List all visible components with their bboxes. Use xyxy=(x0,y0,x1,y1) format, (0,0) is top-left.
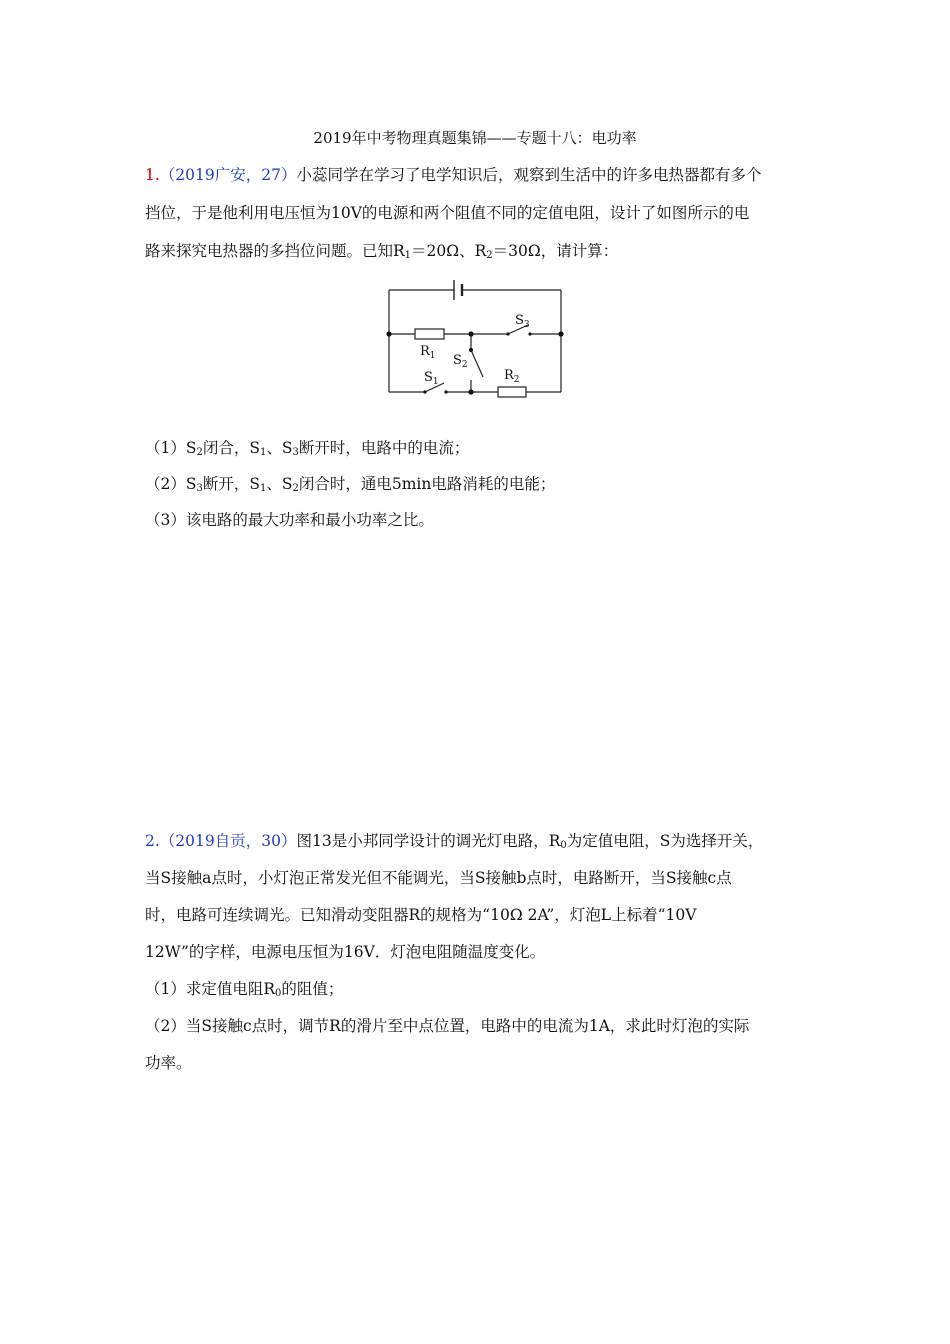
q1p1-a: （1）S xyxy=(145,439,197,457)
label-s1: $S_1$ xyxy=(424,370,439,387)
q1p1-c: 、S xyxy=(266,439,293,457)
q2p1-a: （1）求定值电阻R xyxy=(145,980,276,998)
q2-line-2: 当S接触a点时，小灯泡正常发光但不能调光，当S接触b点时，电路断开，当S接触c点 xyxy=(145,869,732,887)
contact-s1-a xyxy=(423,390,426,393)
q2-number: 2. xyxy=(145,832,160,850)
contact-s3-b xyxy=(528,332,531,335)
circuit-diagram xyxy=(380,280,570,405)
q1-text: 小蕊同学在学习了电学知识后，观察到生活中的许多电热器都有多个 xyxy=(296,166,762,184)
q1-part-1 xyxy=(145,436,815,458)
q2-part-2-cont: 功率。 xyxy=(145,1054,192,1072)
label-s2: $S_2$ xyxy=(453,353,468,370)
page-title: 2019年中考物理真题集锦——专题十八：电功率 xyxy=(313,129,637,147)
q2-line-4: 12W”的字样，电源电压恒为16V．灯泡电阻随温度变化。 xyxy=(145,943,546,961)
node-left-mid xyxy=(386,331,391,336)
label-r2: $R_2$ xyxy=(504,368,520,385)
q1-line3-a: 路来探究电热器的多挡位问题。已知R xyxy=(145,242,405,260)
resistor-r2 xyxy=(498,387,526,397)
q1p2-c: 、S xyxy=(266,475,293,493)
q1-sub-2: 2 xyxy=(486,250,493,261)
q1p1-sub2: 1 xyxy=(259,447,267,458)
q2-part-2: （2）当S接触c点时，调节R的滑片至中点位置，电路中的电流为1A，求此时灯泡的实际 xyxy=(145,1017,750,1035)
q2p1-b: 的阻值； xyxy=(281,980,344,998)
q2-line1-sub: 0 xyxy=(560,840,567,851)
q2p1-sub: 0 xyxy=(275,988,282,999)
q1-line-3 xyxy=(145,239,815,261)
q2-line-3: 时，电路可连续调光。已知滑动变阻器R的规格为“10Ω 2A”，灯泡L上标着“10V xyxy=(145,906,697,924)
contact-s1-b xyxy=(444,390,447,393)
contact-s3-a xyxy=(506,332,509,335)
q1-part-2 xyxy=(145,472,815,494)
node-right-mid xyxy=(558,331,563,336)
q1p2-a: （2）S xyxy=(145,475,197,493)
q1p1-sub3: 3 xyxy=(292,447,299,458)
node-center-mid xyxy=(468,331,473,336)
q1p2-sub2: 1 xyxy=(259,483,267,494)
q1-sub-1: 1 xyxy=(404,250,412,261)
q2-line1-b: 为定值电阻，S为选择开关， xyxy=(566,832,764,850)
q1-line3-b: ＝20Ω、R xyxy=(411,242,487,260)
q2-part-1 xyxy=(145,977,815,999)
node-center-bottom xyxy=(468,389,473,394)
q1p2-b: 断开，S xyxy=(202,475,260,493)
resistor-r1 xyxy=(415,329,444,339)
q1-line3-c: ＝30Ω，请计算： xyxy=(492,242,619,260)
q1p1-d: 断开时，电路中的电流； xyxy=(298,439,470,457)
q1p1-b: 闭合，S xyxy=(202,439,260,457)
q2-source: （2019自贡，30） xyxy=(159,832,297,850)
q1-line-1 xyxy=(145,163,815,185)
q1-line-2: 挡位，于是他利用电压恒为10V的电源和两个阻值不同的定值电阻，设计了如图所示的电 xyxy=(145,204,750,222)
q1-source: （2019广安，27） xyxy=(159,166,297,184)
q1-part-3: （3）该电路的最大功率和最小功率之比。 xyxy=(145,511,434,529)
label-s3: $S_3$ xyxy=(515,313,530,330)
q1p2-sub1: 3 xyxy=(196,483,203,494)
q1p2-sub3: 2 xyxy=(292,483,299,494)
q1p2-d: 闭合时，通电5min电路消耗的电能； xyxy=(298,475,556,493)
q2-line1-a: 图13是小邦同学设计的调光灯电路，R xyxy=(296,832,561,850)
node-s2-top xyxy=(469,348,473,352)
switch-s2-blade xyxy=(471,350,483,377)
q1-number: 1. xyxy=(145,166,160,184)
q2-line-1 xyxy=(145,829,815,851)
q1p1-sub1: 2 xyxy=(196,447,203,458)
label-r1: $R_1$ xyxy=(420,344,436,361)
